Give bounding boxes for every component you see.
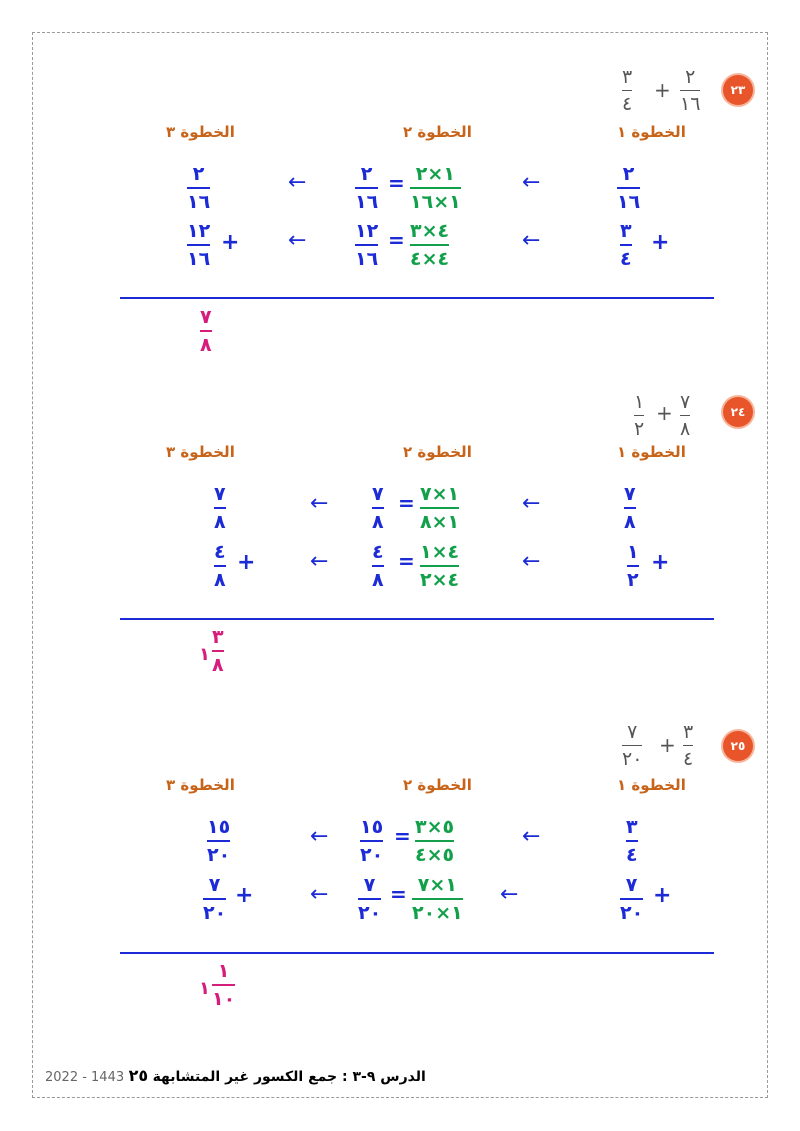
arrow: ← <box>500 882 519 907</box>
arrow: ← <box>288 228 307 253</box>
sum-rule <box>120 297 714 299</box>
step2-result-fraction: ٧ ٨ <box>372 483 384 533</box>
footer-year: 2022 - 1443 <box>45 1070 125 1085</box>
step2-result-fraction: ١٢ ١٦ <box>355 220 379 270</box>
step1-fraction: ٧ ٨ <box>624 483 636 533</box>
plus-sign: + <box>656 401 673 425</box>
lesson-title: الدرس ٩-٣ : جمع الكسور غير المتشابهة <box>152 1069 426 1085</box>
arrow: ← <box>310 882 329 907</box>
equals-sign: = <box>388 228 405 252</box>
expr-fraction: ٧ ٢٠ <box>622 721 643 770</box>
sum-rule <box>120 618 714 620</box>
step-1-label: الخطوة ١ <box>617 776 686 794</box>
step-3-label: الخطوة ٣ <box>166 443 235 461</box>
arrow: ← <box>310 491 329 516</box>
step3-fraction: ٧ ٢٠ <box>203 874 227 924</box>
plus-sign: + <box>654 78 671 102</box>
step1-fraction: ١ ٢ <box>627 541 639 591</box>
step3-fraction: ٢ ١٦ <box>187 163 211 213</box>
answer-whole: ١ <box>199 644 210 665</box>
step-1-label: الخطوة ١ <box>617 443 686 461</box>
step1-fraction: ٢ ١٦ <box>617 163 641 213</box>
step3-fraction: ٤ ٨ <box>214 541 226 591</box>
step3-fraction: ١٥ ٢٠ <box>207 816 231 866</box>
step-2-label: الخطوة ٢ <box>403 443 472 461</box>
equals-sign: = <box>388 171 405 195</box>
equals-sign: = <box>394 824 411 848</box>
answer-fraction: ٧ ٨ <box>200 306 212 356</box>
step-1-label: الخطوة ١ <box>617 123 686 141</box>
answer-mixed-number <box>199 628 224 675</box>
step-2-label: الخطوة ٢ <box>403 123 472 141</box>
arrow: ← <box>288 170 307 195</box>
page-footer <box>45 1066 426 1085</box>
plus-sign: + <box>235 883 254 908</box>
step2-result-fraction: ٤ ٨ <box>372 541 384 591</box>
step-3-label: الخطوة ٣ <box>166 123 235 141</box>
page-number: ٢٥ <box>128 1066 149 1085</box>
step-3-label: الخطوة ٣ <box>166 776 235 794</box>
problem-number-badge: ٢٥ <box>723 731 753 761</box>
plus-sign: + <box>237 550 256 575</box>
plus-sign: + <box>653 883 672 908</box>
arrow: ← <box>522 824 541 849</box>
equals-sign: = <box>390 882 407 906</box>
step2-multiplier-fraction: ١×٧ ١×٢٠ <box>412 874 463 924</box>
expr-fraction: ٧ ٨ <box>680 391 691 440</box>
plus-sign: + <box>659 733 676 757</box>
arrow: ← <box>522 491 541 516</box>
plus-sign: + <box>651 230 670 255</box>
expr-fraction: ٢ ١٦ <box>680 66 701 115</box>
answer-fraction: $\frac{٣}{٨}$ <box>212 626 224 676</box>
sum-rule <box>120 952 714 954</box>
arrow: ← <box>522 228 541 253</box>
problem-number-badge: ٢٤ <box>723 397 753 427</box>
plus-sign: + <box>221 230 240 255</box>
step2-multiplier-fraction: ٥×٣ ٥×٤ <box>415 816 455 866</box>
arrow: ← <box>310 824 329 849</box>
equals-sign: = <box>398 549 415 573</box>
answer-fraction: $\frac{١}{١٠}$ <box>212 960 236 1010</box>
arrow: ← <box>522 170 541 195</box>
step2-multiplier-fraction: ٤×٣ ٤×٤ <box>410 220 450 270</box>
step3-fraction: ١٢ ١٦ <box>187 220 211 270</box>
step2-multiplier-fraction: ١×٢ ١×١٦ <box>410 163 461 213</box>
step-2-label: الخطوة ٢ <box>403 776 472 794</box>
step1-fraction: ٧ ٢٠ <box>620 874 644 924</box>
arrow: ← <box>522 549 541 574</box>
problem-number-badge: ٢٣ <box>723 75 753 105</box>
step2-result-fraction: ٧ ٢٠ <box>358 874 382 924</box>
expr-fraction: ٣ ٤ <box>622 66 633 115</box>
expr-fraction: ٣ ٤ <box>683 721 694 770</box>
step1-fraction: ٣ ٤ <box>626 816 638 866</box>
expr-fraction: ١ ٢ <box>634 391 645 440</box>
equals-sign: = <box>398 491 415 515</box>
step2-multiplier-fraction: ٤×١ ٤×٢ <box>420 541 460 591</box>
arrow: ← <box>310 549 329 574</box>
answer-whole: ١ <box>199 978 210 999</box>
plus-sign: + <box>651 550 670 575</box>
step2-multiplier-fraction: ١×٧ ١×٨ <box>420 483 460 533</box>
step1-fraction: ٣ ٤ <box>620 220 632 270</box>
step2-result-fraction: ٢ ١٦ <box>355 163 379 213</box>
answer-mixed-number <box>199 962 235 1009</box>
step3-fraction: ٧ ٨ <box>214 483 226 533</box>
step2-result-fraction: ١٥ ٢٠ <box>360 816 384 866</box>
